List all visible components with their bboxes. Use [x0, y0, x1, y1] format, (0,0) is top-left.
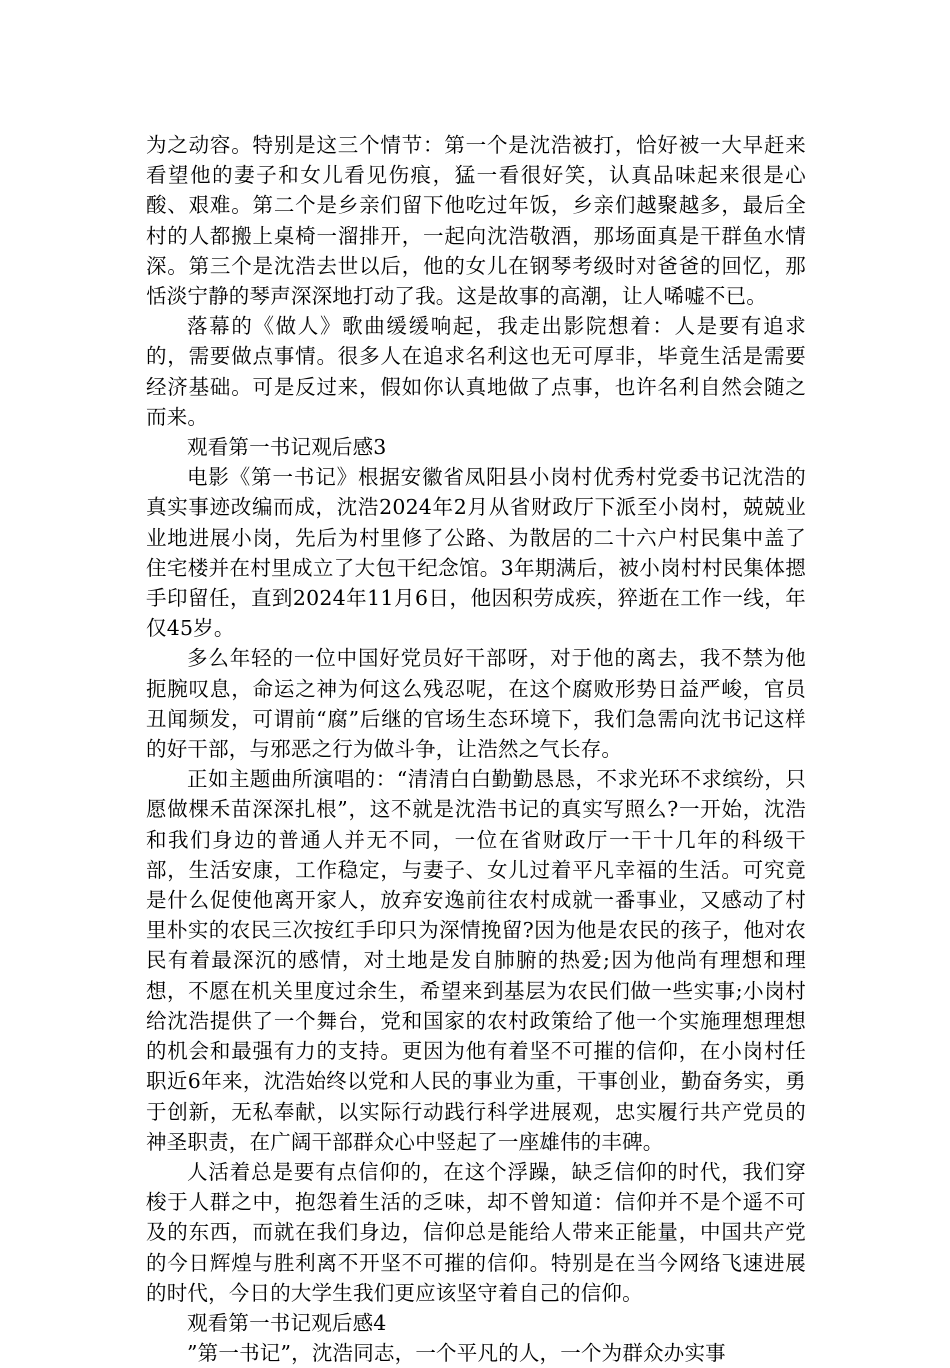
- paragraph-6: 人活着总是要有点信仰的，在这个浮躁，缺乏信仰的时代，我们穿梭于人群之中，抱怨着生活的乏味，却不曾知道：信仰并不是个遥不可及的东西，而就在我们身边，信仰总是能给人带来正能量，中国共产党的今日辉煌与胜利离不开坚不可摧的信仰。特别是在当今网络飞速进展的时代，今日的大学生我们更应该坚守着自己的信仰。: [146, 1159, 806, 1305]
- paragraph-5: 正如主题曲所演唱的：“清清白白勤勤恳恳，不求光环不求缤纷，只愿做棵禾苗深深扎根”，这不就是沈浩书记的真实写照么?一开始，沈浩和我们身边的普通人并无不同，一位在省财政厅一干十几年的科级干部，生活安康，工作稳定，与妻子、女儿过着平凡幸福的生活。可究竟是什么促使他离开家人，放弃安逸前往农村成就一番事业，又感动了村里朴实的农民三次按红手印只为深情挽留?因为他是农民的孩子，他对农民有着最深沉的感情，对土地是发自肺腑的热爱;因为他尚有理想和理想，不愿在机关里度过余生，希望来到基层为农民们做一些实事;小岗村给沈浩提供了一个舞台，党和国家的农村政策给了他一个实施理想理想的机会和最强有力的支持。更因为他有着坚不可摧的信仰，在小岗村任职近6年来，沈浩始终以党和人民的事业为重，干事创业，勤奋务实，勇于创新，无私奉献，以实际行动践行科学进展观，忠实履行共产党员的神圣职责，在广阔干部群众心中竖起了一座雄伟的丰碑。: [146, 767, 806, 1154]
- paragraph-2: 落幕的《做人》歌曲缓缓响起，我走出影院想着：人是要有追求的，需要做点事情。很多人在追求名利这也无可厚非，毕竟生活是需要经济基础。可是反过来，假如你认真地做了点事，也许名利自然会随之而来。: [146, 314, 806, 429]
- paragraph-4: 多么年轻的一位中国好党员好干部呀，对于他的离去，我不禁为他扼腕叹息，命运之神为何这么残忍呢，在这个腐败形势日益严峻，官员丑闻频发，可谓前“腐”后继的官场生态环境下，我们急需向沈书记这样的好干部，与邪恶之行为做斗争，让浩然之气长存。: [146, 646, 806, 762]
- paragraph-1: 为之动容。特别是这三个情节：第一个是沈浩被打，恰好被一大早赶来看望他的妻子和女儿看见伤痕，猛一看很好笑，认真品味起来很是心酸、艰难。第二个是乡亲们留下他吃过年饭，乡亲们越聚越多，最后全村的人都搬上桌椅一溜排开，一起向沈浩敬酒，那场面真是干群鱼水情深。第三个是沈浩去世以后，他的女儿在钢琴考级时对爸爸的回忆，那恬淡宁静的琴声深深地打动了我。这是故事的高潮，让人唏嘘不已。: [146, 133, 806, 309]
- document-page: [146, 130, 806, 1368]
- section-heading-4: 观看第一书记观后感4: [187, 1310, 387, 1335]
- paragraph-3: 电影《第一书记》根据安徽省凤阳县小岗村优秀村党委书记沈浩的真实事迹改编而成，沈浩2024年2月从省财政厅下派至小岗村，兢兢业业地进展小岗，先后为村里修了公路、为散居的二十六户村民集中盖了住宅楼并在村里成立了大包干纪念馆。3年期满后，被小岗村村民集体摁手印留任，直到2024年11月6日，他因积劳成疾，猝逝在工作一线，年仅45岁。: [146, 465, 806, 641]
- section-heading-3: 观看第一书记观后感3: [187, 435, 387, 460]
- paragraph-7: ”第一书记”，沈浩同志，一个平凡的人，一个为群众办实事: [187, 1341, 726, 1366]
